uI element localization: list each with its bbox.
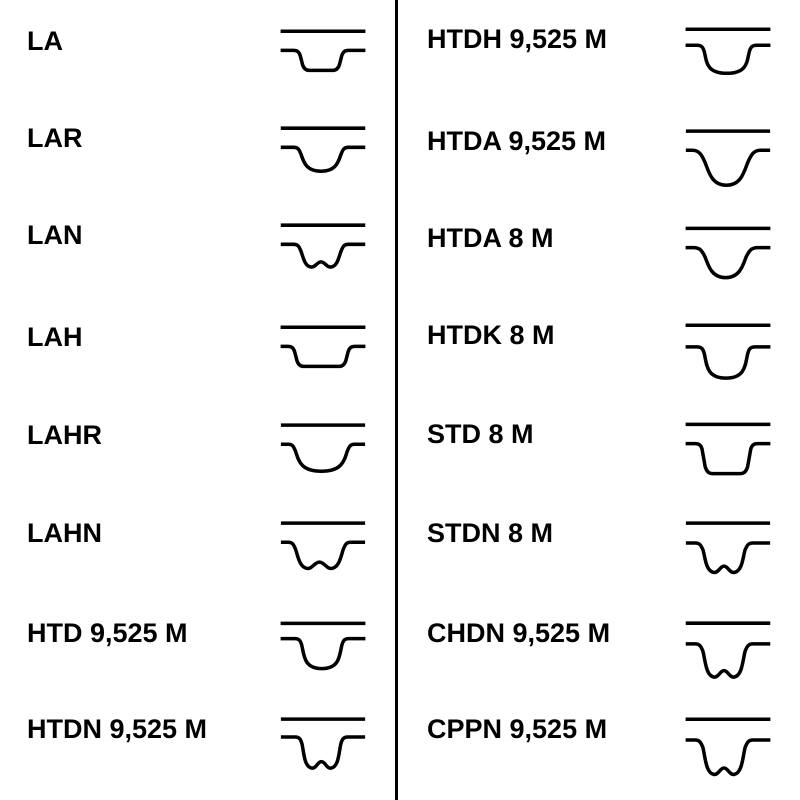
belt-tooth-profile-icon	[684, 716, 772, 780]
profile-label: HTDN 9,525 M	[27, 714, 208, 744]
belt-tooth-profile-icon	[279, 422, 367, 476]
belt-tooth-profile-icon	[279, 222, 367, 273]
belt-tooth-profile-icon	[684, 421, 772, 479]
profile-row	[0, 422, 395, 476]
profile-label: LAR	[27, 123, 83, 153]
belt-tooth-profile-icon	[684, 26, 772, 79]
profile-label: HTDH 9,525 M	[427, 24, 608, 54]
belt-tooth-profile-icon	[684, 322, 772, 383]
profile-label: CHDN 9,525 M	[427, 618, 611, 648]
profile-label: STDN 8 M	[427, 518, 554, 548]
belt-tooth-profile-icon	[279, 28, 367, 76]
profile-label: CPPN 9,525 M	[427, 714, 608, 744]
profile-row	[0, 222, 395, 273]
belt-tooth-profile-icon	[279, 520, 367, 574]
belt-tooth-profile-icon	[684, 225, 772, 283]
profile-label: STD 8 M	[427, 419, 534, 449]
profile-label: HTDA 8 M	[427, 223, 554, 253]
belt-tooth-profile-icon	[279, 716, 367, 774]
profile-label: HTDK 8 M	[427, 320, 555, 350]
profile-row	[0, 520, 395, 574]
left-profile-column	[0, 0, 395, 800]
profile-row	[398, 421, 800, 479]
right-profile-column	[398, 0, 800, 800]
profile-row	[398, 128, 800, 190]
profile-row	[398, 322, 800, 383]
profile-label: LA	[27, 26, 63, 56]
belt-tooth-profile-icon	[279, 125, 367, 176]
profile-label: LAH	[27, 322, 83, 352]
profile-label: LAHN	[27, 518, 102, 548]
profile-label: HTDA 9,525 M	[427, 126, 607, 156]
profile-row	[0, 716, 395, 774]
profile-row	[0, 620, 395, 674]
belt-tooth-profile-icon	[279, 324, 367, 372]
profile-row	[398, 716, 800, 780]
profile-row	[398, 620, 800, 683]
profile-row	[398, 225, 800, 283]
belt-tooth-profile-icon	[684, 620, 772, 683]
belt-tooth-profile-icon	[279, 620, 367, 674]
profile-row	[0, 28, 395, 76]
profile-row	[0, 324, 395, 372]
belt-tooth-profile-icon	[684, 128, 772, 190]
belt-tooth-profile-icon	[684, 520, 772, 578]
profile-label: LAN	[27, 220, 83, 250]
profile-label: HTD 9,525 M	[27, 618, 188, 648]
profile-row	[398, 26, 800, 79]
profile-row	[398, 520, 800, 578]
profile-row	[0, 125, 395, 176]
profile-label: LAHR	[27, 420, 102, 450]
